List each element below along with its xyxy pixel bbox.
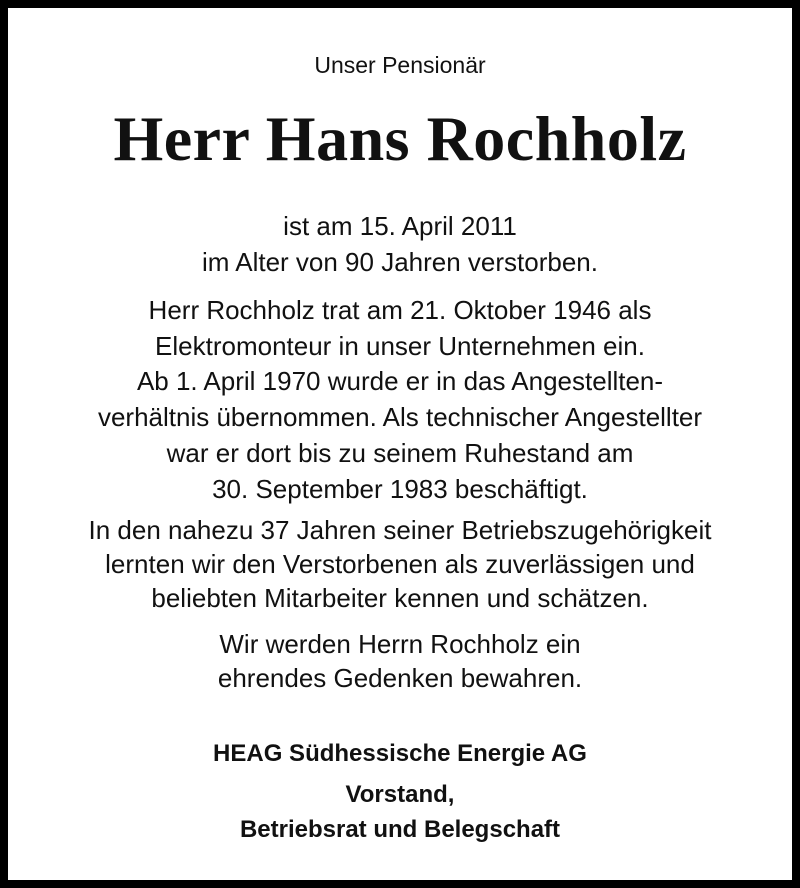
career-line: Herr Rochholz trat am 21. Oktober 1946 als	[148, 295, 652, 325]
tribute-line: In den nahezu 37 Jahren seiner Betriebszugehörigkeit	[88, 515, 712, 545]
career-line: verhältnis übernommen. Als technischer Angestellter	[97, 402, 703, 432]
career-line: Elektromonteur in unser Unternehmen ein.	[155, 331, 645, 361]
signature-line: Betriebsrat und Belegschaft	[239, 816, 561, 843]
career-line: 30. September 1983 beschäftigt.	[212, 474, 588, 504]
death-date-line: ist am 15. April 2011	[283, 211, 517, 241]
age-line: im Alter von 90 Jahren verstorben.	[202, 247, 598, 277]
intro-text: Unser Pensionär	[314, 52, 486, 78]
tribute-line: lernten wir den Verstorbenen als zuverlässigen und	[105, 549, 695, 579]
remembrance-line: ehrendes Gedenken bewahren.	[217, 663, 583, 693]
remembrance-line: Wir werden Herrn Rochholz ein	[219, 629, 581, 659]
deceased-name: Herr Hans Rochholz	[113, 103, 687, 174]
tribute-line: beliebten Mitarbeiter kennen und schätzen.	[151, 583, 649, 613]
signature-line: Vorstand,	[345, 781, 455, 808]
career-line: Ab 1. April 1970 wurde er in das Angestellten-	[136, 366, 664, 396]
career-line: war er dort bis zu seinem Ruhestand am	[166, 438, 634, 468]
signature-company: HEAG Südhessische Energie AG	[213, 740, 587, 767]
